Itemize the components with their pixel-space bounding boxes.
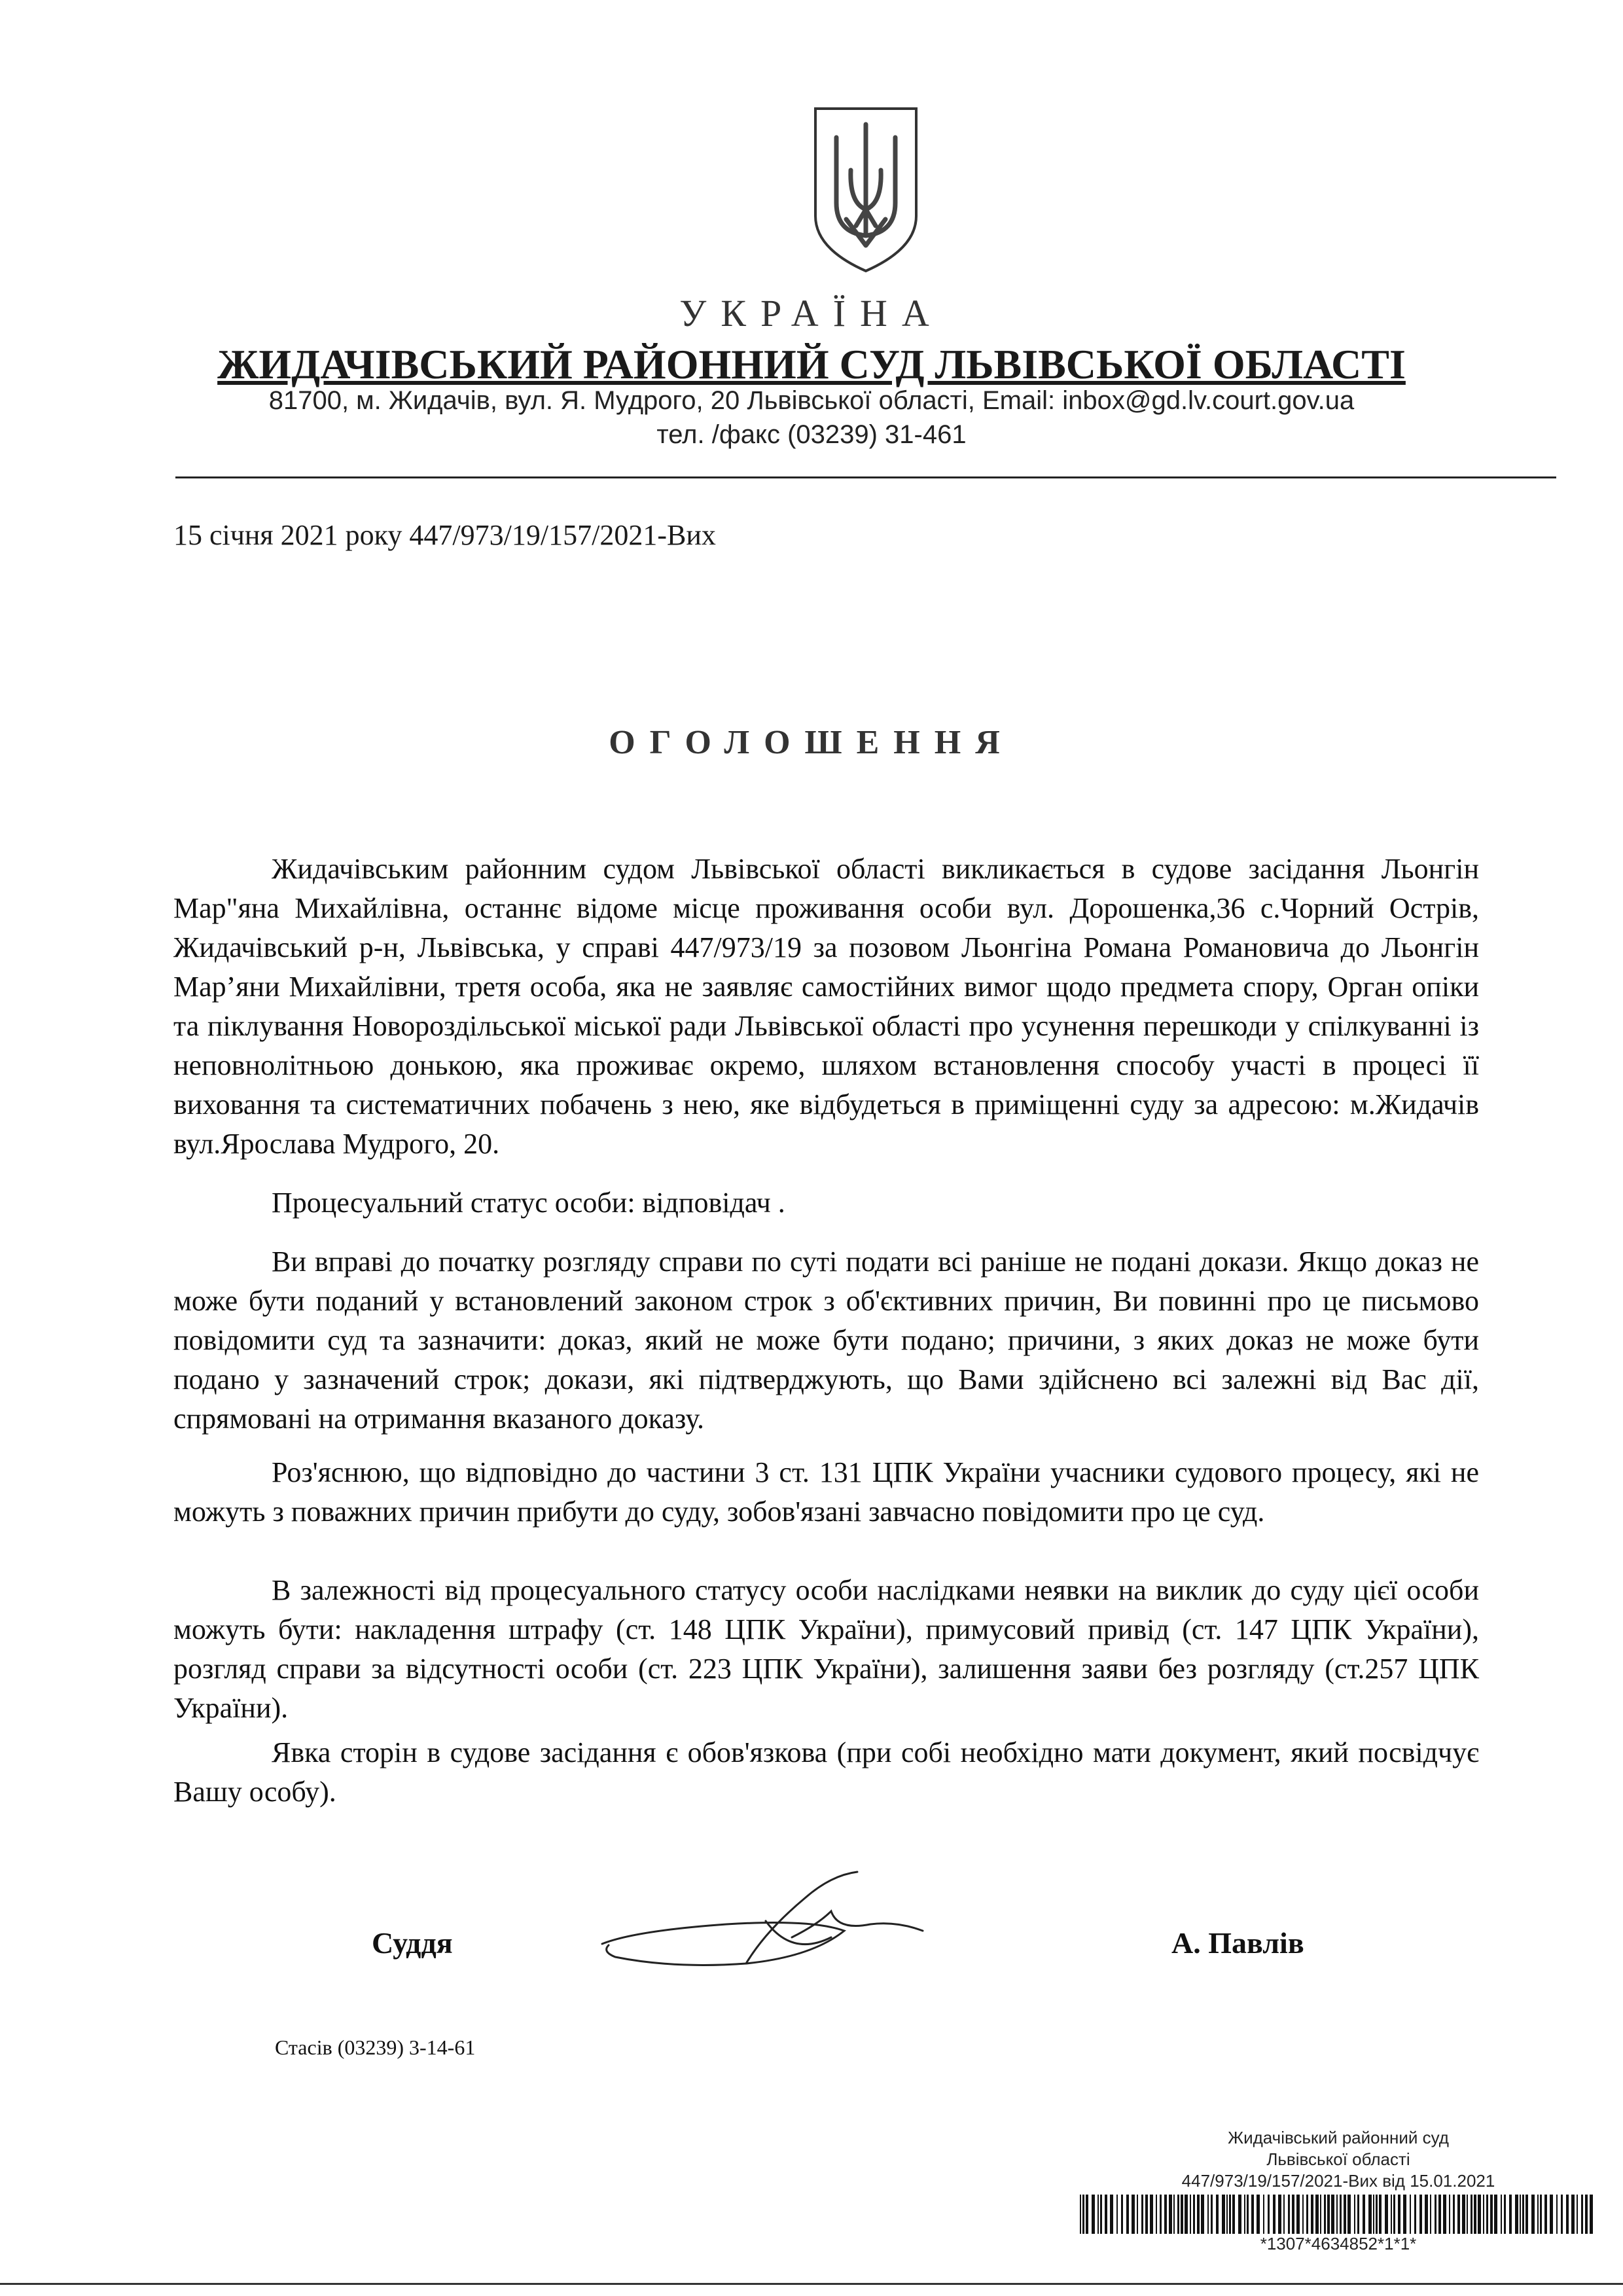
coat-of-arms-icon <box>810 105 921 275</box>
court-name: ЖИДАЧІВСЬКИЙ РАЙОННИЙ СУД ЛЬВІВСЬКОЇ ОБЛАСТІ <box>217 341 1406 387</box>
barcode-bar <box>1490 2195 1493 2234</box>
stamp-reference: 447/973/19/157/2021-Вих від 15.01.2021 <box>1181 2171 1495 2191</box>
barcode-bar <box>1561 2195 1563 2234</box>
barcode-bar <box>1110 2195 1113 2234</box>
barcode-bar <box>1357 2195 1359 2234</box>
barcode-bar <box>1410 2195 1411 2234</box>
barcode-bar <box>1201 2195 1204 2234</box>
barcode-bar <box>1327 2195 1330 2234</box>
clerk-contact: Стасів (03239) 3-14-61 <box>275 2036 476 2059</box>
barcode-bar <box>1141 2195 1143 2234</box>
barcode-bar <box>1486 2195 1488 2234</box>
barcode-bar <box>1462 2195 1465 2234</box>
barcode-bar <box>1363 2195 1365 2234</box>
barcode-bar <box>1501 2195 1502 2234</box>
barcode-bar <box>1347 2195 1351 2234</box>
consequences-paragraph <box>173 1571 1479 1728</box>
barcode-bar <box>1263 2195 1264 2234</box>
barcode-bar <box>1471 2195 1472 2234</box>
barcode-bar <box>1438 2195 1441 2234</box>
barcode-bar <box>1092 2195 1095 2234</box>
barcode-bar <box>1126 2195 1129 2234</box>
barcode-bar <box>1566 2195 1569 2234</box>
barcode-bar <box>1306 2195 1308 2234</box>
handwritten-signature <box>596 1859 975 1983</box>
barcode-bar <box>1324 2195 1326 2234</box>
barcode-bar <box>1478 2195 1481 2234</box>
barcode-bar <box>1156 2195 1157 2234</box>
barcode-bar <box>1190 2195 1191 2234</box>
barcode-bar <box>1449 2195 1450 2234</box>
barcode-bar <box>1181 2195 1183 2234</box>
barcode-bar <box>1435 2195 1436 2234</box>
barcode-bar <box>1137 2195 1138 2234</box>
court-phone: тел. /факс (03239) 31-461 <box>656 420 967 449</box>
evidence-paragraph <box>173 1242 1479 1439</box>
barcode-bar <box>1278 2195 1281 2234</box>
barcode-bar <box>1344 2195 1346 2234</box>
barcode-bar <box>1457 2195 1460 2234</box>
paragraph-text: Явка сторін в судове засідання є обов'язкова (при собі необхідно мати документ, який посвідчує Вашу особу). <box>173 1736 1479 1808</box>
barcode-bar <box>1376 2195 1378 2234</box>
barcode-bar <box>1373 2195 1374 2234</box>
court-address: 81700, м. Жидачів, вул. Я. Мудрого, 20 Львівської області, Email: inbox@gd.lv.court.gov.ua <box>268 386 1355 415</box>
barcode-bar <box>1331 2195 1334 2234</box>
barcode-bar <box>1185 2195 1188 2234</box>
explanation-paragraph <box>173 1453 1479 1532</box>
barcode-bar <box>1590 2195 1593 2234</box>
barcode-bar <box>1320 2195 1321 2234</box>
barcode-bar <box>1379 2195 1382 2234</box>
barcode-bar <box>1443 2195 1446 2234</box>
barcode-bar <box>1251 2195 1254 2234</box>
barcode-bar <box>1525 2195 1528 2234</box>
header-divider <box>175 476 1556 478</box>
barcode-bar <box>1169 2195 1172 2234</box>
barcode-bar <box>1544 2195 1547 2234</box>
barcode-bar <box>1268 2195 1270 2234</box>
barcode-bar <box>1398 2195 1400 2234</box>
barcode-bar <box>1340 2195 1342 2234</box>
barcode-bar <box>1522 2195 1524 2234</box>
barcode-bar <box>1577 2195 1578 2234</box>
barcode-bar <box>1520 2195 1521 2234</box>
barcode-bar <box>1244 2195 1245 2234</box>
barcode-bar <box>1403 2195 1406 2234</box>
barcode-bar <box>1336 2195 1338 2234</box>
paragraph-text: Ви вправі до початку розгляду справи по суті подати всі раніше не подані докази. Якщо доказ не може бути поданий у встановлений законом строк з об'єктивних причин, Ви повинні про це письмово повідомити суд та зазначити: доказ, який не може бути подано; причини, з яких доказ не може бути подано у зазначений строк; докази, які підтверджують, що Вами здійснено всі залежні від Вас дії, спрямовані на отримання вказаного доказу. <box>173 1246 1479 1435</box>
barcode-bar <box>1160 2195 1162 2234</box>
country-name: УКРАЇНА <box>679 292 944 334</box>
barcode-bar <box>1105 2195 1107 2234</box>
paragraph-text: Жидачівським районним судом Львівської області викликається в судове засідання Льонгін Мар"яна Михайлівна, останнє відоме місце проживання особи вул. Дорошенка,36 с.Чорний Острів, Жидачівський р-н, Львівська, у справі 447/973/19 за позовом Льонгіна Романа Романовича до Льонгін Мар’яни Михайлівни, третя особа, яка не заявляє самостійних вимог щодо предмета спору, Орган опіки та піклування Новороздільської міської ради Львівської області про усунення перешкоди у спілкуванні із неповнолітньою донькою, яка проживає окремо, шляхом встановлення способу участі в процесі її виховання та систематичних побачень з нею, яке відбудеться в приміщенні суду за адресою: м.Жидачів вул.Ярослава Мудрого, 20. <box>173 853 1479 1160</box>
barcode-bar <box>1273 2195 1275 2234</box>
barcode-bar <box>1414 2195 1416 2234</box>
date-reference: 15 січня 2021 року 447/973/19/157/2021-Вих <box>173 519 716 551</box>
barcode-bar <box>1393 2195 1395 2234</box>
barcode-bar <box>1283 2195 1285 2234</box>
barcode-bar <box>1132 2195 1135 2234</box>
judge-name: А. Павлів <box>1171 1926 1304 1960</box>
stamp-region: Львівської області <box>1266 2149 1410 2169</box>
barcode-bar <box>1315 2195 1319 2234</box>
barcode-bar <box>1515 2195 1518 2234</box>
barcode-bar <box>1302 2195 1304 2234</box>
barcode-bar <box>1292 2195 1294 2234</box>
barcode-bar <box>1100 2195 1102 2234</box>
barcode-bar <box>1385 2195 1388 2234</box>
barcode-bar <box>1354 2195 1355 2234</box>
barcode-bar <box>1229 2195 1231 2234</box>
barcode-bar <box>1197 2195 1200 2234</box>
barcode-bar <box>1145 2195 1148 2234</box>
barcode-bar <box>1550 2195 1553 2234</box>
barcode-bar <box>1177 2195 1179 2234</box>
barcode-bar <box>1504 2195 1506 2234</box>
barcode-bar <box>1247 2195 1249 2234</box>
barcode-bar <box>1585 2195 1588 2234</box>
barcode <box>1080 2195 1597 2234</box>
barcode-bar <box>1467 2195 1468 2234</box>
barcode-bar <box>1173 2195 1175 2234</box>
registration-stamp <box>1073 2127 1603 2254</box>
barcode-bar <box>1232 2195 1235 2234</box>
attendance-paragraph <box>173 1733 1479 1812</box>
barcode-bar <box>1430 2195 1431 2234</box>
barcode-bar <box>1150 2195 1153 2234</box>
barcode-bar <box>1453 2195 1455 2234</box>
barcode-bar <box>1097 2195 1099 2234</box>
barcode-bar <box>1082 2195 1084 2234</box>
barcode-bar <box>1288 2195 1290 2234</box>
bottom-edge-line <box>0 2283 1623 2285</box>
barcode-bar <box>1238 2195 1241 2234</box>
barcode-bar <box>1216 2195 1219 2234</box>
barcode-bar <box>1571 2195 1575 2234</box>
document-title: ОГОЛОШЕННЯ <box>609 724 1014 761</box>
barcode-bar <box>1474 2195 1476 2234</box>
barcode-bar <box>1581 2195 1583 2234</box>
barcode-bar <box>1207 2195 1209 2234</box>
barcode-bar <box>1391 2195 1392 2234</box>
paragraph-text: В залежності від процесуального статусу особи наслідками неявки на виклик до суду цієї особи можуть бути: накладення штрафу (ст. 148 ЦПК України), примусовий привід (ст. 147 ЦПК України), розгляд справи за відсутності особи (ст. 223 ЦПК України), залишення заяви без розгляду (ст.257 ЦПК України). <box>173 1574 1479 1724</box>
barcode-bar <box>1311 2195 1313 2234</box>
paragraph-text: Роз'яснюю, що відповідно до частини 3 ст. 131 ЦПК України учасники судового процесу, які не можуть з поважних причин прибути до суду, зобов'язані завчасно повідомити про це суд. <box>173 1456 1479 1528</box>
barcode-bar <box>1257 2195 1260 2234</box>
barcode-bar <box>1556 2195 1558 2234</box>
barcode-bar <box>1296 2195 1300 2234</box>
barcode-bar <box>1116 2195 1118 2234</box>
barcode-bar <box>1540 2195 1542 2234</box>
barcode-bar <box>1537 2195 1539 2234</box>
paragraph-text: Процесуальний статус особи: відповідач . <box>272 1187 785 1219</box>
barcode-bar <box>1226 2195 1228 2234</box>
judge-label: Суддя <box>372 1926 453 1960</box>
barcode-bar <box>1509 2195 1512 2234</box>
stamp-court-name: Жидачівський районний суд <box>1228 2128 1449 2147</box>
status-paragraph <box>173 1183 1479 1223</box>
barcode-bar <box>1419 2195 1422 2234</box>
barcode-bar <box>1368 2195 1372 2234</box>
barcode-bar <box>1193 2195 1195 2234</box>
barcode-bar <box>1211 2195 1213 2234</box>
barcode-bar <box>1483 2195 1484 2234</box>
barcode-bar <box>1425 2195 1428 2234</box>
barcode-bar <box>1222 2195 1225 2234</box>
barcode-bar <box>1494 2195 1497 2234</box>
barcode-bar <box>1164 2195 1167 2234</box>
barcode-number: *1307*4634852*1*1* <box>1260 2234 1417 2253</box>
barcode-bar <box>1121 2195 1123 2234</box>
barcode-bar <box>1086 2195 1088 2234</box>
barcode-bar <box>1080 2195 1081 2234</box>
barcode-bar <box>1531 2195 1535 2234</box>
summons-paragraph <box>173 850 1479 1164</box>
